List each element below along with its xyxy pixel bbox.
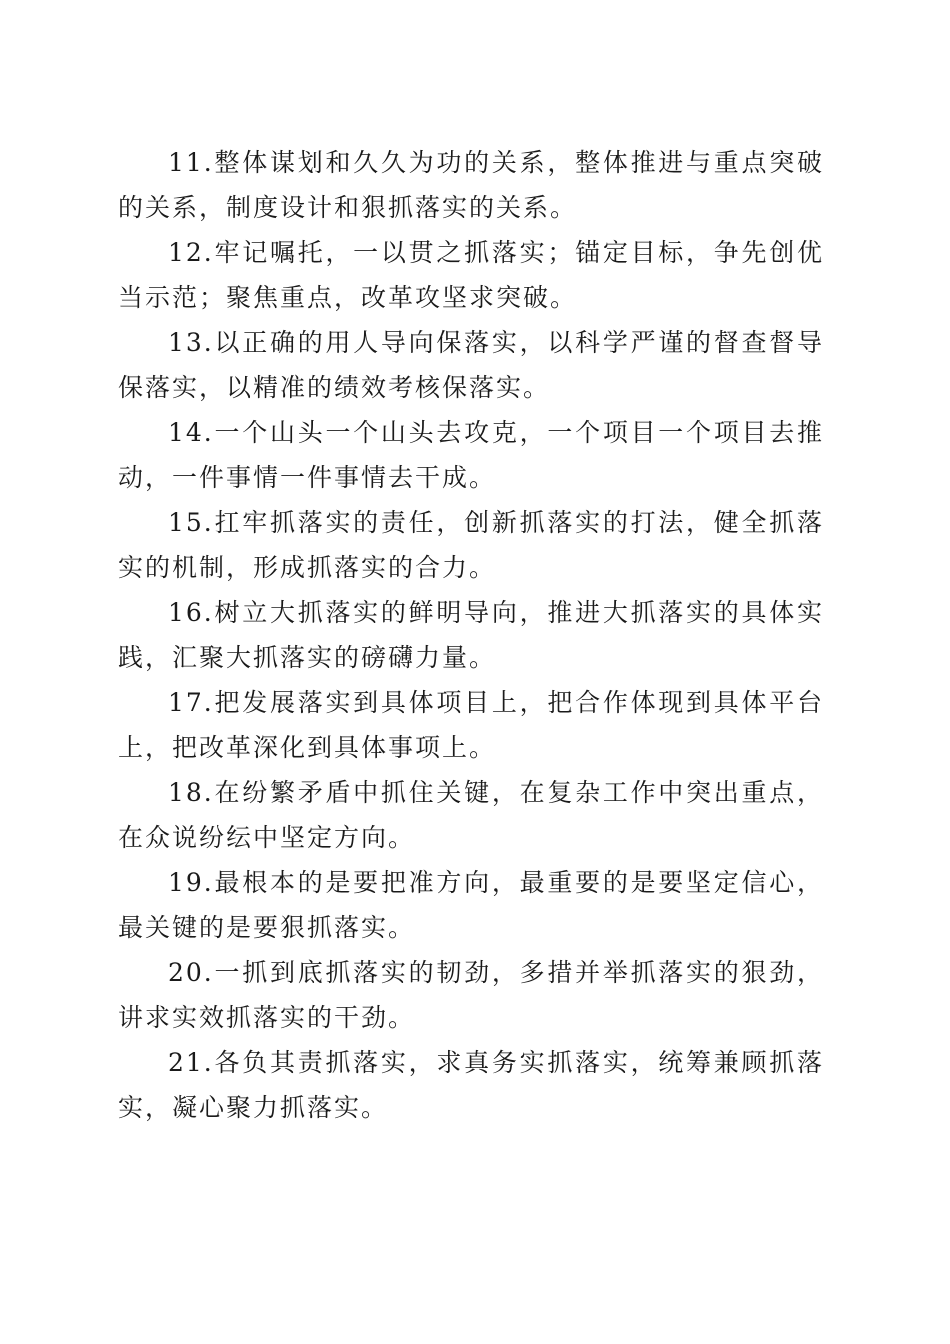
- list-item: 15.扛牢抓落实的责任，创新抓落实的打法，健全抓落实的机制，形成抓落实的合力。: [118, 508, 824, 582]
- list-item: 18.在纷繁矛盾中抓住关键，在复杂工作中突出重点，在众说纷纭中坚定方向。: [118, 778, 824, 852]
- list-item: 13.以正确的用人导向保落实，以科学严谨的督查督导保落实，以精准的绩效考核保落实。: [118, 328, 824, 402]
- list-item: 21.各负其责抓落实，求真务实抓落实，统筹兼顾抓落实，凝心聚力抓落实。: [118, 1048, 824, 1122]
- document-page: [118, 140, 824, 1130]
- list-item: 16.树立大抓落实的鲜明导向，推进大抓落实的具体实践，汇聚大抓落实的磅礴力量。: [118, 598, 824, 672]
- list-item: 14.一个山头一个山头去攻克，一个项目一个项目去推动，一件事情一件事情去干成。: [118, 418, 824, 492]
- list-item: 19.最根本的是要把准方向，最重要的是要坚定信心，最关键的是要狠抓落实。: [118, 868, 824, 942]
- list-item: 11.整体谋划和久久为功的关系，整体推进与重点突破的关系，制度设计和狠抓落实的关系。: [118, 148, 824, 222]
- list-item: 17.把发展落实到具体项目上，把合作体现到具体平台上，把改革深化到具体事项上。: [118, 688, 824, 762]
- list-item: 12.牢记嘱托，一以贯之抓落实；锚定目标，争先创优当示范；聚焦重点，改革攻坚求突破。: [118, 238, 824, 312]
- list-item: 20.一抓到底抓落实的韧劲，多措并举抓落实的狠劲，讲求实效抓落实的干劲。: [118, 958, 824, 1032]
